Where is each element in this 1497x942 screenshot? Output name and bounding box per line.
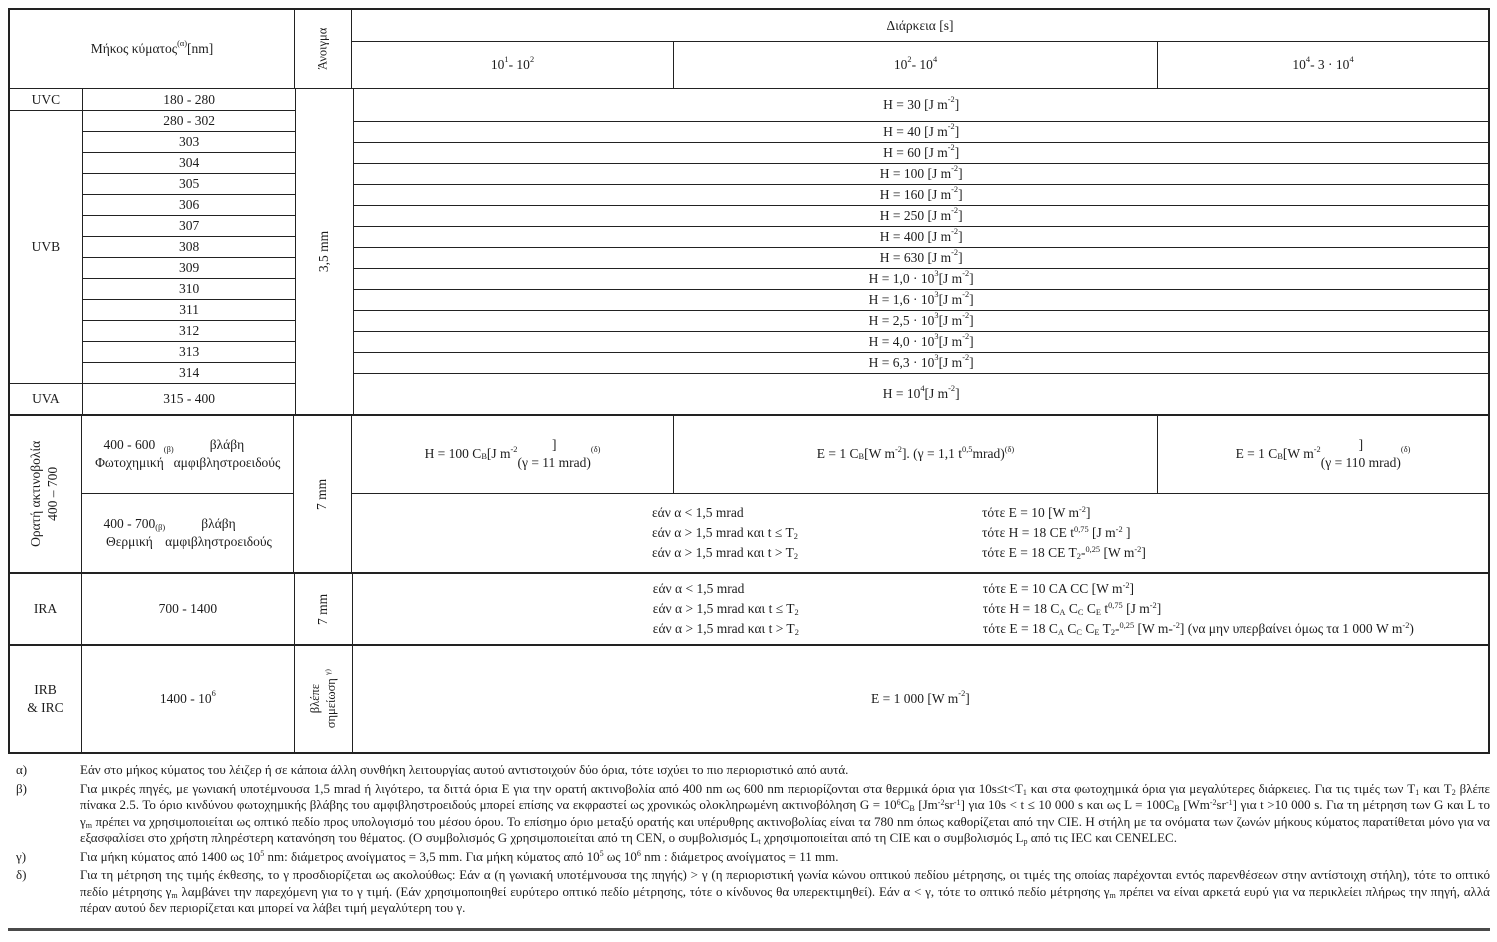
irb-aperture-cell xyxy=(295,646,353,752)
irb-wavelength-cell: 1400 - 10 $^6$ xyxy=(82,646,295,752)
ira-wavelength-cell: 700 - 1400 xyxy=(82,574,295,644)
uv-band-cell: UVA xyxy=(32,391,60,406)
condition-if: εάν α < 1,5 mrad xyxy=(652,581,745,596)
limit-cell: H = 250 [J m $^{-2}$ ] xyxy=(354,206,1488,227)
wavelength-cell: 314 xyxy=(83,363,296,384)
duration-header: Διάρκεια [s] xyxy=(352,10,1488,42)
irb-band-cell: IRB & IRC xyxy=(10,646,82,752)
duration-header-group xyxy=(352,10,1488,88)
limit-cell: H = 400 [J m $^{-2}$ ] xyxy=(354,227,1488,248)
footnote-text: Για τη μέτρηση της τιμής έκθεσης, το γ προσδιορίζεται ως ακολούθως: Εάν α (η γωνιακή υποτέμνουσα της πηγής) > γ (η περιοριστική γωνία κώνου οπτικού πεδίου μέτρησης, οι τιμές της οποίας παρέχονται εντός παρενθέσεων στην αντίστοιχη στήλη), τότε το οπτικό πεδίο μέτρησης $\gamma_m$ λαμβάνει την παρεχόμενη για το γ τιμή. (Εάν χρησιμοποιηθεί ευρύτερο οπτικό πεδίο μέτρησης, τότε ο κίνδυνος θα υπερεκτιμηθεί). Εάν α < γ, τότε το οπτικό πεδίο μέτρησης $\gamma_m$ πρέπει να είναι αρκετά ευρύ για να περικλείει πλήρως την πηγή, αλλά πέραν αυτού δεν περιορίζεται και μπορεί να λάβει τιμή μεγαλύτερη του γ. xyxy=(80,867,1490,915)
bottom-rule xyxy=(8,928,1490,931)
uv-band-cell: UVC xyxy=(10,89,82,111)
footnotes xyxy=(8,762,1490,919)
uv-aperture-label: 3,5 mm xyxy=(316,230,332,273)
wavelength-cell: 310 xyxy=(83,279,296,300)
photochemical-limit-cell-2: E = 1 C $_B$ [W m $^{-2}$ ]. (γ = 1,1 t $^{0,5}$ mrad) $^{(\delta)}$ xyxy=(674,416,1158,493)
wavelength-column-header: Μήκος κύματος $^{(\alpha)}$ [nm] xyxy=(10,10,295,88)
footnote xyxy=(8,781,1490,847)
condition-if: εάν α > 1,5 mrad και $t \le T_2$ xyxy=(652,601,799,618)
visible-section xyxy=(10,414,1488,572)
condition-if: εάν α > 1,5 mrad και $t > T_2$ xyxy=(652,621,799,638)
footnote xyxy=(8,867,1490,917)
uv-band-cell: UVB xyxy=(10,111,82,384)
wavelength-cell: 312 xyxy=(83,321,296,342)
ira-band-cell: IRA xyxy=(10,574,82,644)
photochemical-limit-cell-1: H = 100 C $_B$ [J m $^{-2}$ ] (γ = 11 mrad) $^{(\delta)}$ xyxy=(352,416,674,493)
limit-cell: H = 630 [J m $^{-2}$ ] xyxy=(354,248,1488,269)
wavelength-cell: 304 xyxy=(83,153,296,174)
aperture-header-label: Άνοιγμα xyxy=(315,27,330,71)
ira-aperture-cell xyxy=(295,574,353,644)
visible-band-label: Ορατή ακτινοβολία 400 – 700 xyxy=(28,440,61,548)
footnote-label: δ) xyxy=(16,867,27,882)
condition-if: εάν α > 1,5 mrad και $t > T_2$ xyxy=(652,544,799,562)
wavelength-cell: 180 - 280 xyxy=(83,89,296,111)
uv-section xyxy=(10,89,1488,414)
wavelength-cell: 306 xyxy=(83,195,296,216)
footnote-label: β) xyxy=(16,780,27,796)
condition-then: τότε E = 18 CE $T_2-^{0,25}$ [W $m^{-2}$] xyxy=(982,544,1146,562)
wavelength-cell: 303 xyxy=(83,132,296,153)
wavelength-cell: 309 xyxy=(83,258,296,279)
footnote-text: Εάν στο μήκος κύματος του λέιζερ ή σε κάποια άλλη συνθήκη λειτουργίας αυτού αντιστοιχούν δύο όρια, τότε ισχύει το πιο περιοριστικό από αυτά. xyxy=(80,762,849,777)
wavelength-cell: 280 - 302 xyxy=(83,111,296,132)
photochemical-limit-cell-3: E = 1 C $_B$ [W m $^{-2}$ ] (γ = 110 mrad) $^{(\delta)}$ xyxy=(1235,437,1411,471)
aperture-column-header xyxy=(295,10,352,88)
wavelength-cell: 305 xyxy=(83,174,296,195)
wavelength-cell: 307 xyxy=(83,216,296,237)
limit-cell: H = 2,5 · 10 $^3$ [J m $^{-2}$ ] xyxy=(354,311,1488,332)
uv-limit-column xyxy=(354,89,1488,414)
condition-then: τότε E = 10 [W $m^{-2}$] xyxy=(982,504,1091,520)
visible-aperture-label: 7 mm xyxy=(314,478,330,510)
thermal-conditions xyxy=(652,503,1146,563)
condition-if: εάν α > 1,5 mrad και $t \le T_2$ xyxy=(652,524,798,542)
uv-wavelength-column xyxy=(83,89,297,414)
limit-cell: H = 40 [J m $^{-2}$ ] xyxy=(354,122,1488,143)
condition-then: τότε H = 18 $C_A$ $C_C$ $C_E$ $t^{0,75}$ [J $m^{-2}$] xyxy=(982,601,1162,618)
duration-col-header-2: 10 $^2$ - 10 $^4$ xyxy=(674,42,1158,88)
exposure-limits-table xyxy=(8,8,1490,754)
wavelength-cell: 313 xyxy=(83,342,296,363)
ira-conditions xyxy=(653,579,1414,639)
wavelength-cell: 311 xyxy=(83,300,296,321)
wavelength-cell: 308 xyxy=(83,237,296,258)
wavelength-cell: 315 - 400 xyxy=(163,391,216,406)
uv-aperture-cell xyxy=(296,89,354,414)
uv-band-column xyxy=(10,89,83,414)
footnote-label: α) xyxy=(16,762,28,777)
duration-col-header-1: 10 $^1$ - 10 $^2$ xyxy=(352,42,674,88)
duration-col-header-3: 10 $^4$ - 3 · 10 $^4$ xyxy=(1292,55,1354,72)
limit-cell: H = 100 [J m $^{-2}$ ] xyxy=(354,164,1488,185)
footnote-label: γ) xyxy=(16,848,27,864)
visible-aperture-cell xyxy=(294,416,352,572)
limit-cell: H = 10 $^4$ [J m $^{-2}$ ] xyxy=(882,384,960,401)
limit-cell: H = 6,3 · 10 $^3$ [J m $^{-2}$ ] xyxy=(354,353,1488,374)
limit-cell: H = 1,6 · 10 $^3$ [J m $^{-2}$ ] xyxy=(354,290,1488,311)
condition-then: τότε E = 10 CA CC [W $m^{-2}$] xyxy=(982,581,1135,596)
footnote xyxy=(8,762,1490,779)
ira-limit-cell xyxy=(353,574,1488,644)
footnote xyxy=(8,849,1490,866)
irb-irc-section xyxy=(10,644,1488,752)
limit-cell: H = 30 [J m $^{-2}$ ] xyxy=(354,89,1488,122)
thermal-wavelength-cell: 400 - 700 Θερμική $^{(\beta)}$ βλάβη αμφιβληστροειδούς xyxy=(103,515,272,549)
condition-if: εάν α < 1,5 mrad xyxy=(652,504,744,520)
irb-limit-cell: E = 1 000 [W m $^{-2}$ ] xyxy=(871,689,970,706)
limit-cell: H = 4,0 · 10 $^3$ [J m $^{-2}$ ] xyxy=(354,332,1488,353)
condition-then: τότε E = 18 $C_A$ $C_C$ $C_E$ $T_2-^{0,25}$ [W m-$^{-2}$] (να μην υπερβαίνει όμως τα 1 000 W $m^{-2}$) xyxy=(982,621,1414,638)
limit-cell: H = 160 [J m $^{-2}$ ] xyxy=(354,185,1488,206)
photochemical-wavelength-cell: 400 - 600 Φωτοχημική $^{(\beta)}$ βλάβη αμφιβληστροειδούς xyxy=(82,416,293,494)
table-header xyxy=(10,10,1488,89)
limit-cell: H = 1,0 · 10 $^3$ [J m $^{-2}$ ] xyxy=(354,269,1488,290)
ira-aperture-label: 7 mm xyxy=(314,593,330,625)
footnote-text: Για μήκη κύματος από 1400 ως $10^5$ nm: διάμετρος ανοίγματος = 3,5 mm. Για μήκη κύματος από $10^5$ ως $10^6$ nm : διάμετρος ανοίγματος = 11 mm. xyxy=(80,848,839,864)
footnote-text: Για μικρές πηγές, με γωνιακή υποτέμνουσα 1,5 mrad ή λιγότερο, τα διττά όρια Ε για την ορατή ακτινοβολία από 400 nm ως 600 nm περιορίζονται στα θερμικά όρια για $10s\le t<T_1$ και στα φωτοχημικά όρια για μεγαλύτερες διάρκειες. Για τις τιμές των $T_1$ και $T_2$ βλέπε πίνακα 2.5. Το όριο κινδύνου φωτοχημικής βλάβης του αμφιβληστροειδούς μπορεί επίσης να εκφραστεί ως χρονικώς ολοκληρωμένη ακτινοβόληση $G = 10^6C_B$ $[Jm^{-2}sr^{-1}]$ για 10s < t ≤ 10 000 s και ως $L = 100C_B$ $[Wm^{-2}sr^{-1}]$ για t >10 000 s. Για τη μέτρηση των G και L το $\gamma_m$ πρέπει να χρησιμοποιείται ως οπτικό πεδίο προς υπολογισμό του μέσου όρου. Το επίσημο όριο μεταξύ ορατής και υπέρυθρης ακτινοβολίας είναι τα 780 nm όπως καθορίζεται από την CIE. Η στήλη με τα ονόματα των ζωνών μήκους κύματος παρατίθεται μόνο για να εξασφαλίσει στο χρήστη πληρέστερη κατανόηση του θέματος. (Ο συμβολισμός G χρησιμοποιείται από τη CEN, ο συμβολισμός $L_t$ χρησιμοποιείται από τη CIE και ο συμβολισμός $L_p$ από τις IEC και CENELEC. xyxy=(80,780,1491,847)
visible-band-cell xyxy=(10,416,82,572)
condition-then: τότε H = 18 CE $t^{0,75}$ [J $m^{-2}$ ] xyxy=(982,524,1131,540)
limit-cell: H = 60 [J m $^{-2}$ ] xyxy=(354,143,1488,164)
thermal-limit-cell xyxy=(352,494,1488,573)
ira-section xyxy=(10,572,1488,644)
irb-aperture-note: βλέπε σημείωση $^{\gamma)}$ xyxy=(307,669,338,729)
